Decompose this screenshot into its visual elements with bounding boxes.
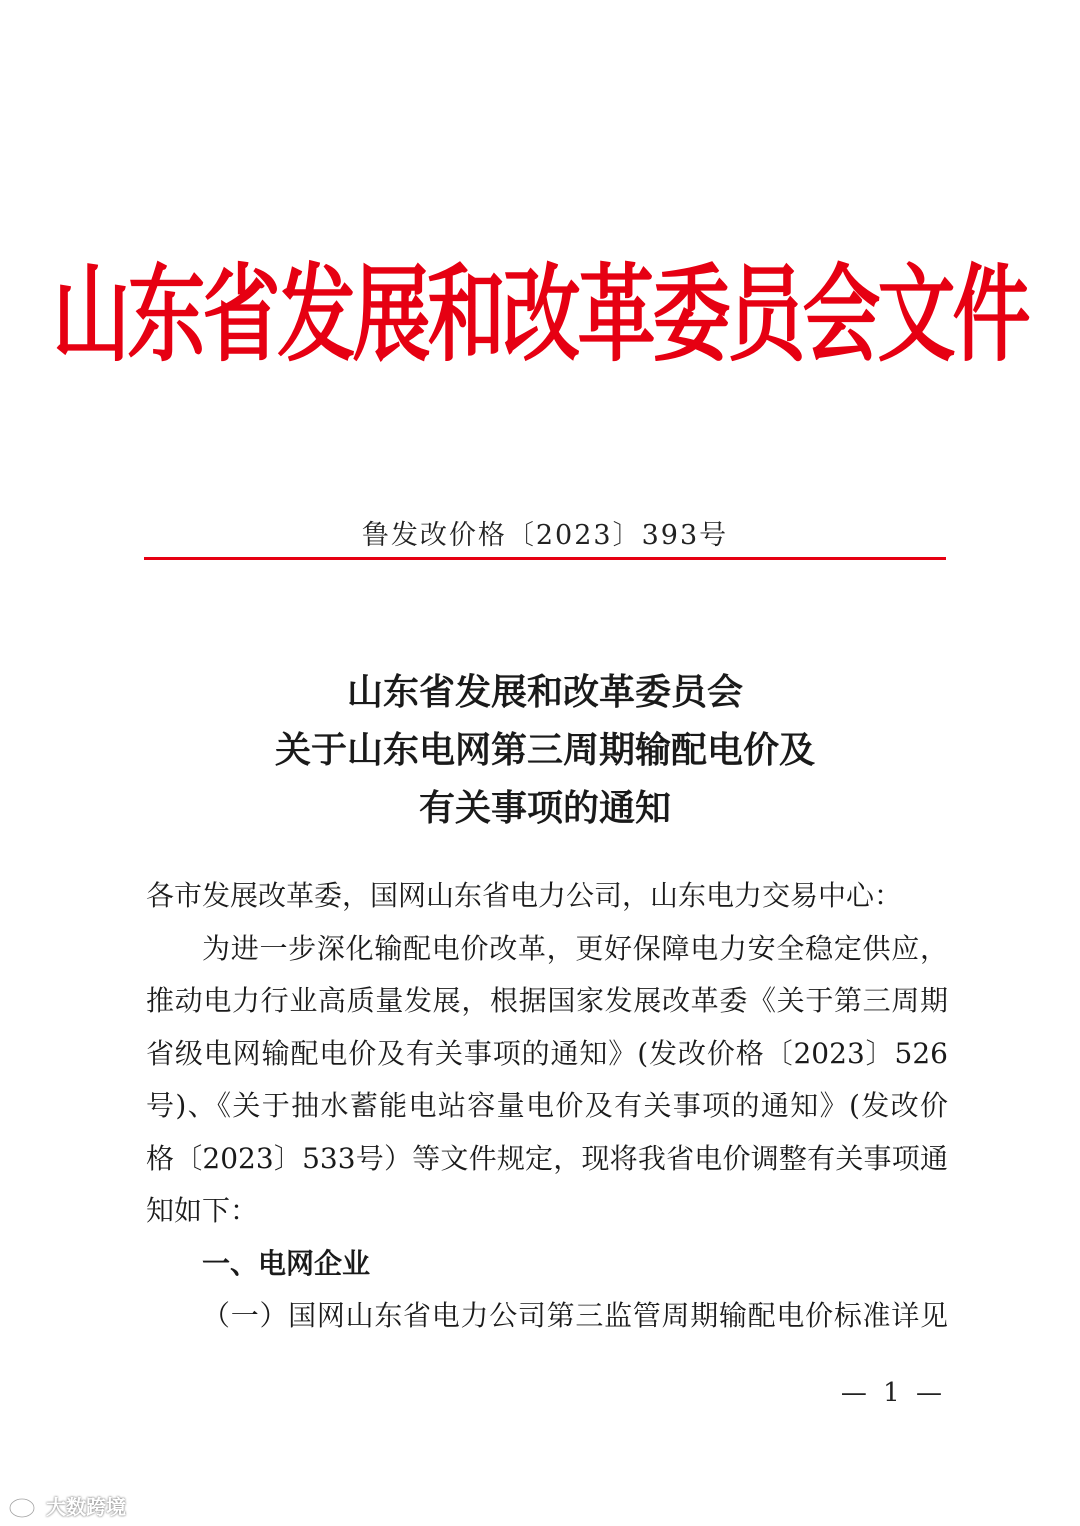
paragraph-line-6: 知如下： bbox=[146, 1194, 259, 1227]
masthead-title: 山东省发展和改革委员会文件 bbox=[52, 255, 1028, 377]
paragraph-line-4: 号)、《关于抽水蓄能电站容量电价及有关事项的通知》(发改价 bbox=[146, 1089, 948, 1122]
title-line-3: 有关事项的通知 bbox=[418, 787, 671, 829]
paragraph-line-5: 格〔2023〕533号）等文件规定，现将我省电价调整有关事项通 bbox=[146, 1141, 948, 1175]
document-number: 鲁发改价格〔2023〕393号 bbox=[361, 520, 729, 551]
weibo-logo-icon bbox=[8, 1493, 42, 1519]
title-line-1: 山东省发展和改革委员会 bbox=[346, 671, 743, 713]
title-line-2: 关于山东电网第三周期输配电价及 bbox=[274, 729, 815, 771]
page-number: — 1 — bbox=[840, 1378, 946, 1408]
paragraph-line-2: 推动电力行业高质量发展，根据国家发展改革委《关于第三周期 bbox=[146, 984, 948, 1017]
notice-body bbox=[146, 870, 948, 1343]
salutation: 各市发展改革委，国网山东省电力公司，山东电力交易中心： bbox=[146, 879, 903, 912]
paragraph-line-1: 为进一步深化输配电价改革，更好保障电力安全稳定供应， bbox=[202, 931, 948, 965]
notice-title bbox=[0, 663, 1080, 837]
paragraph-line-3: 省级电网输配电价及有关事项的通知》(发改价格〔2023〕526 bbox=[146, 1036, 948, 1070]
red-divider-line bbox=[144, 557, 946, 560]
watermark-text: 大数跨境 bbox=[46, 1495, 126, 1519]
watermark bbox=[8, 1491, 126, 1520]
item-1-text: （一）国网山东省电力公司第三监管周期输配电价标准详见 bbox=[202, 1299, 948, 1332]
section-heading: 一、电网企业 bbox=[202, 1246, 371, 1280]
